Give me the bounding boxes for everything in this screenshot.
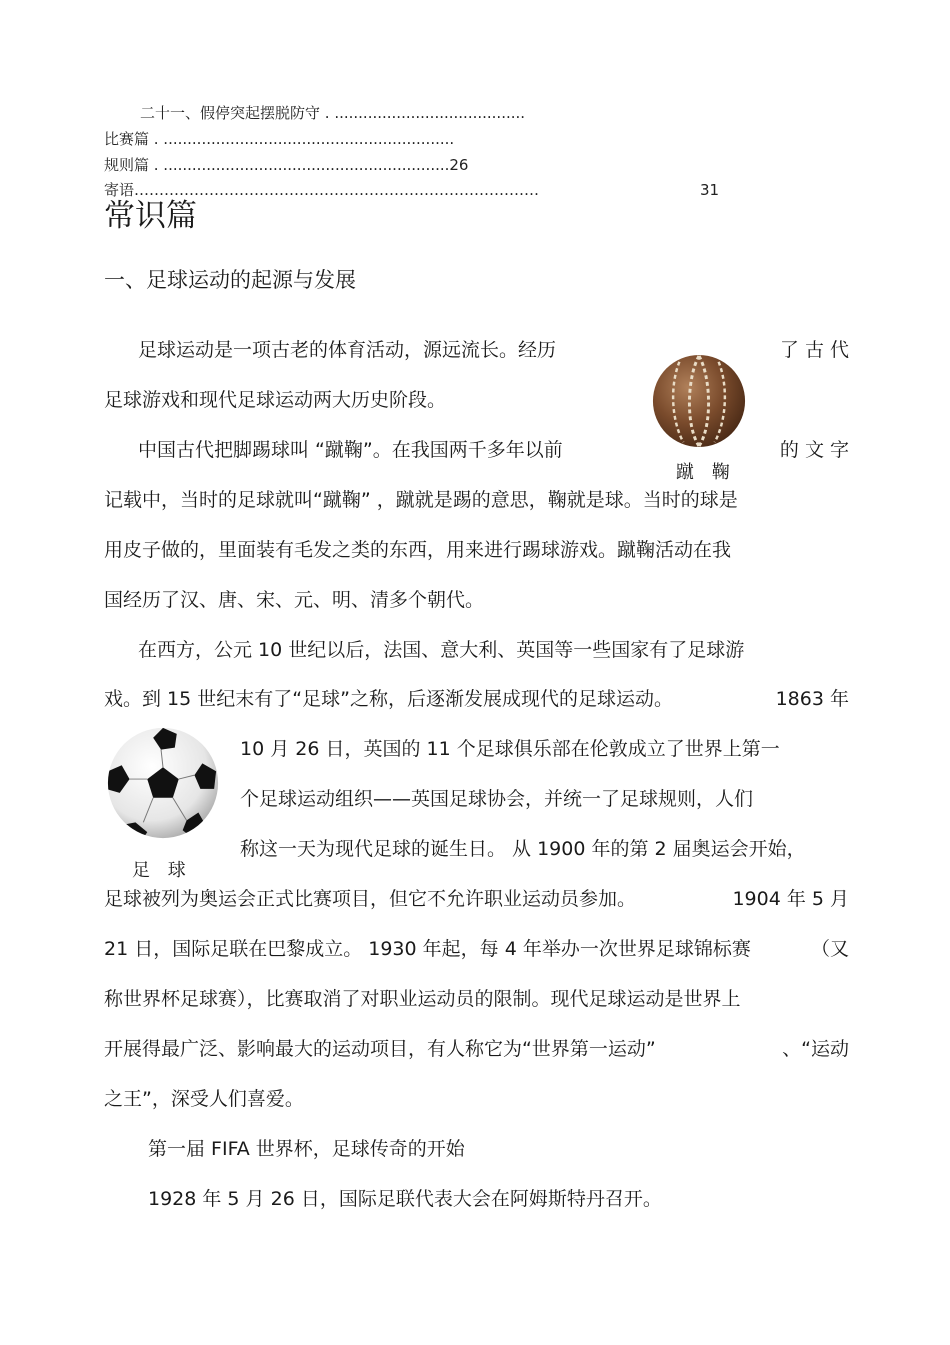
text-span: 的 文 字 — [779, 439, 849, 461]
text-span: 1863 年 — [775, 688, 849, 710]
paragraph-1-line-1 — [138, 337, 849, 363]
soccer-ball-image — [104, 724, 222, 842]
paragraph-2-line-3: 用皮子做的，里面装有毛发之类的东西，用来进行踢球游戏。蹴鞠活动在我 — [104, 539, 732, 561]
cuju-caption: 蹴 鞠 — [676, 462, 736, 483]
paragraph-3-line-10: 之王”，深受人们喜爱。 — [104, 1088, 304, 1110]
paragraph-3-line-8: 称世界杯足球赛），比赛取消了对职业运动员的限制。现代足球运动是世界上 — [104, 988, 741, 1010]
page-title: 常识篇 — [104, 198, 197, 234]
text-span: 、“运动 — [782, 1038, 849, 1060]
text-span: （又 — [810, 938, 849, 960]
toc-item-epilogue-page: 31 — [700, 181, 720, 199]
cuju-ball-icon — [650, 352, 748, 450]
paragraph-2-line-1 — [138, 437, 849, 463]
paragraph-2-line-2: 记载中，当时的足球就叫“蹴鞠” ，蹴就是踢的意思，鞠就是球。当时的球是 — [104, 489, 738, 511]
soccer-ball-caption: 足 球 — [132, 860, 192, 881]
paragraph-3-line-6 — [104, 886, 849, 912]
toc-item-match[interactable]: 比赛篇 . ............................................................. — [104, 130, 455, 148]
text-span: 足球被列为奥运会正式比赛项目，但它不允许职业运动员参加。 — [104, 888, 637, 910]
text-span: 戏。到 15 世纪末有了“足球”之称，后逐渐发展成现代的足球运动。 — [104, 688, 673, 710]
toc-item-21-label: 二十一、假停突起摆脱防守 — [140, 104, 321, 122]
soccer-ball-icon — [104, 724, 222, 842]
toc-item-21-leader: . ........................................ — [320, 104, 526, 122]
text-span: 开展得最广泛、影响最大的运动项目，有人称它为“世界第一运动” — [104, 1038, 656, 1060]
toc-item-rules[interactable]: 规则篇 . ............................................................26 — [104, 156, 469, 174]
toc-item-21[interactable] — [140, 103, 525, 123]
text-span: 了 古 代 — [779, 339, 849, 361]
paragraph-2-line-4: 国经历了汉、唐、宋、元、明、清多个朝代。 — [104, 589, 485, 611]
paragraph-1-line-2: 足球游戏和现代足球运动两大历史阶段。 — [104, 389, 447, 411]
paragraph-3-line-2 — [104, 686, 849, 712]
paragraph-3-line-7 — [104, 936, 849, 962]
paragraph-4: 第一届 FIFA 世界杯，足球传奇的开始 — [148, 1138, 465, 1160]
paragraph-3-line-5: 称这一天为现代足球的诞生日。 从 1900 年的第 2 届奥运会开始， — [240, 838, 806, 860]
cuju-image — [650, 352, 748, 450]
paragraph-5: 1928 年 5 月 26 日，国际足联代表大会在阿姆斯特丹召开。 — [148, 1188, 662, 1210]
paragraph-3-line-3: 10 月 26 日，英国的 11 个足球俱乐部在伦敦成立了世界上第一 — [240, 738, 780, 760]
toc-item-epilogue[interactable]: 寄语……………………………………………………………………… — [104, 181, 540, 199]
paragraph-3-line-4: 个足球运动组织——英国足球协会，并统一了足球规则，人们 — [240, 788, 754, 810]
section-heading: 一、足球运动的起源与发展 — [104, 268, 356, 292]
text-span: 足球运动是一项古老的体育活动，源远流长。经历 — [138, 339, 557, 361]
paragraph-3-line-9 — [104, 1036, 849, 1062]
text-span: 21 日，国际足联在巴黎成立。 1930 年起，每 4 年举办一次世界足球锦标赛 — [104, 938, 751, 960]
text-span: 中国古代把脚踢球叫 “蹴鞠”。在我国两千多年以前 — [138, 439, 563, 461]
paragraph-3-line-1: 在西方，公元 10 世纪以后，法国、意大利、英国等一些国家有了足球游 — [138, 639, 745, 661]
text-span: 1904 年 5 月 — [732, 888, 849, 910]
